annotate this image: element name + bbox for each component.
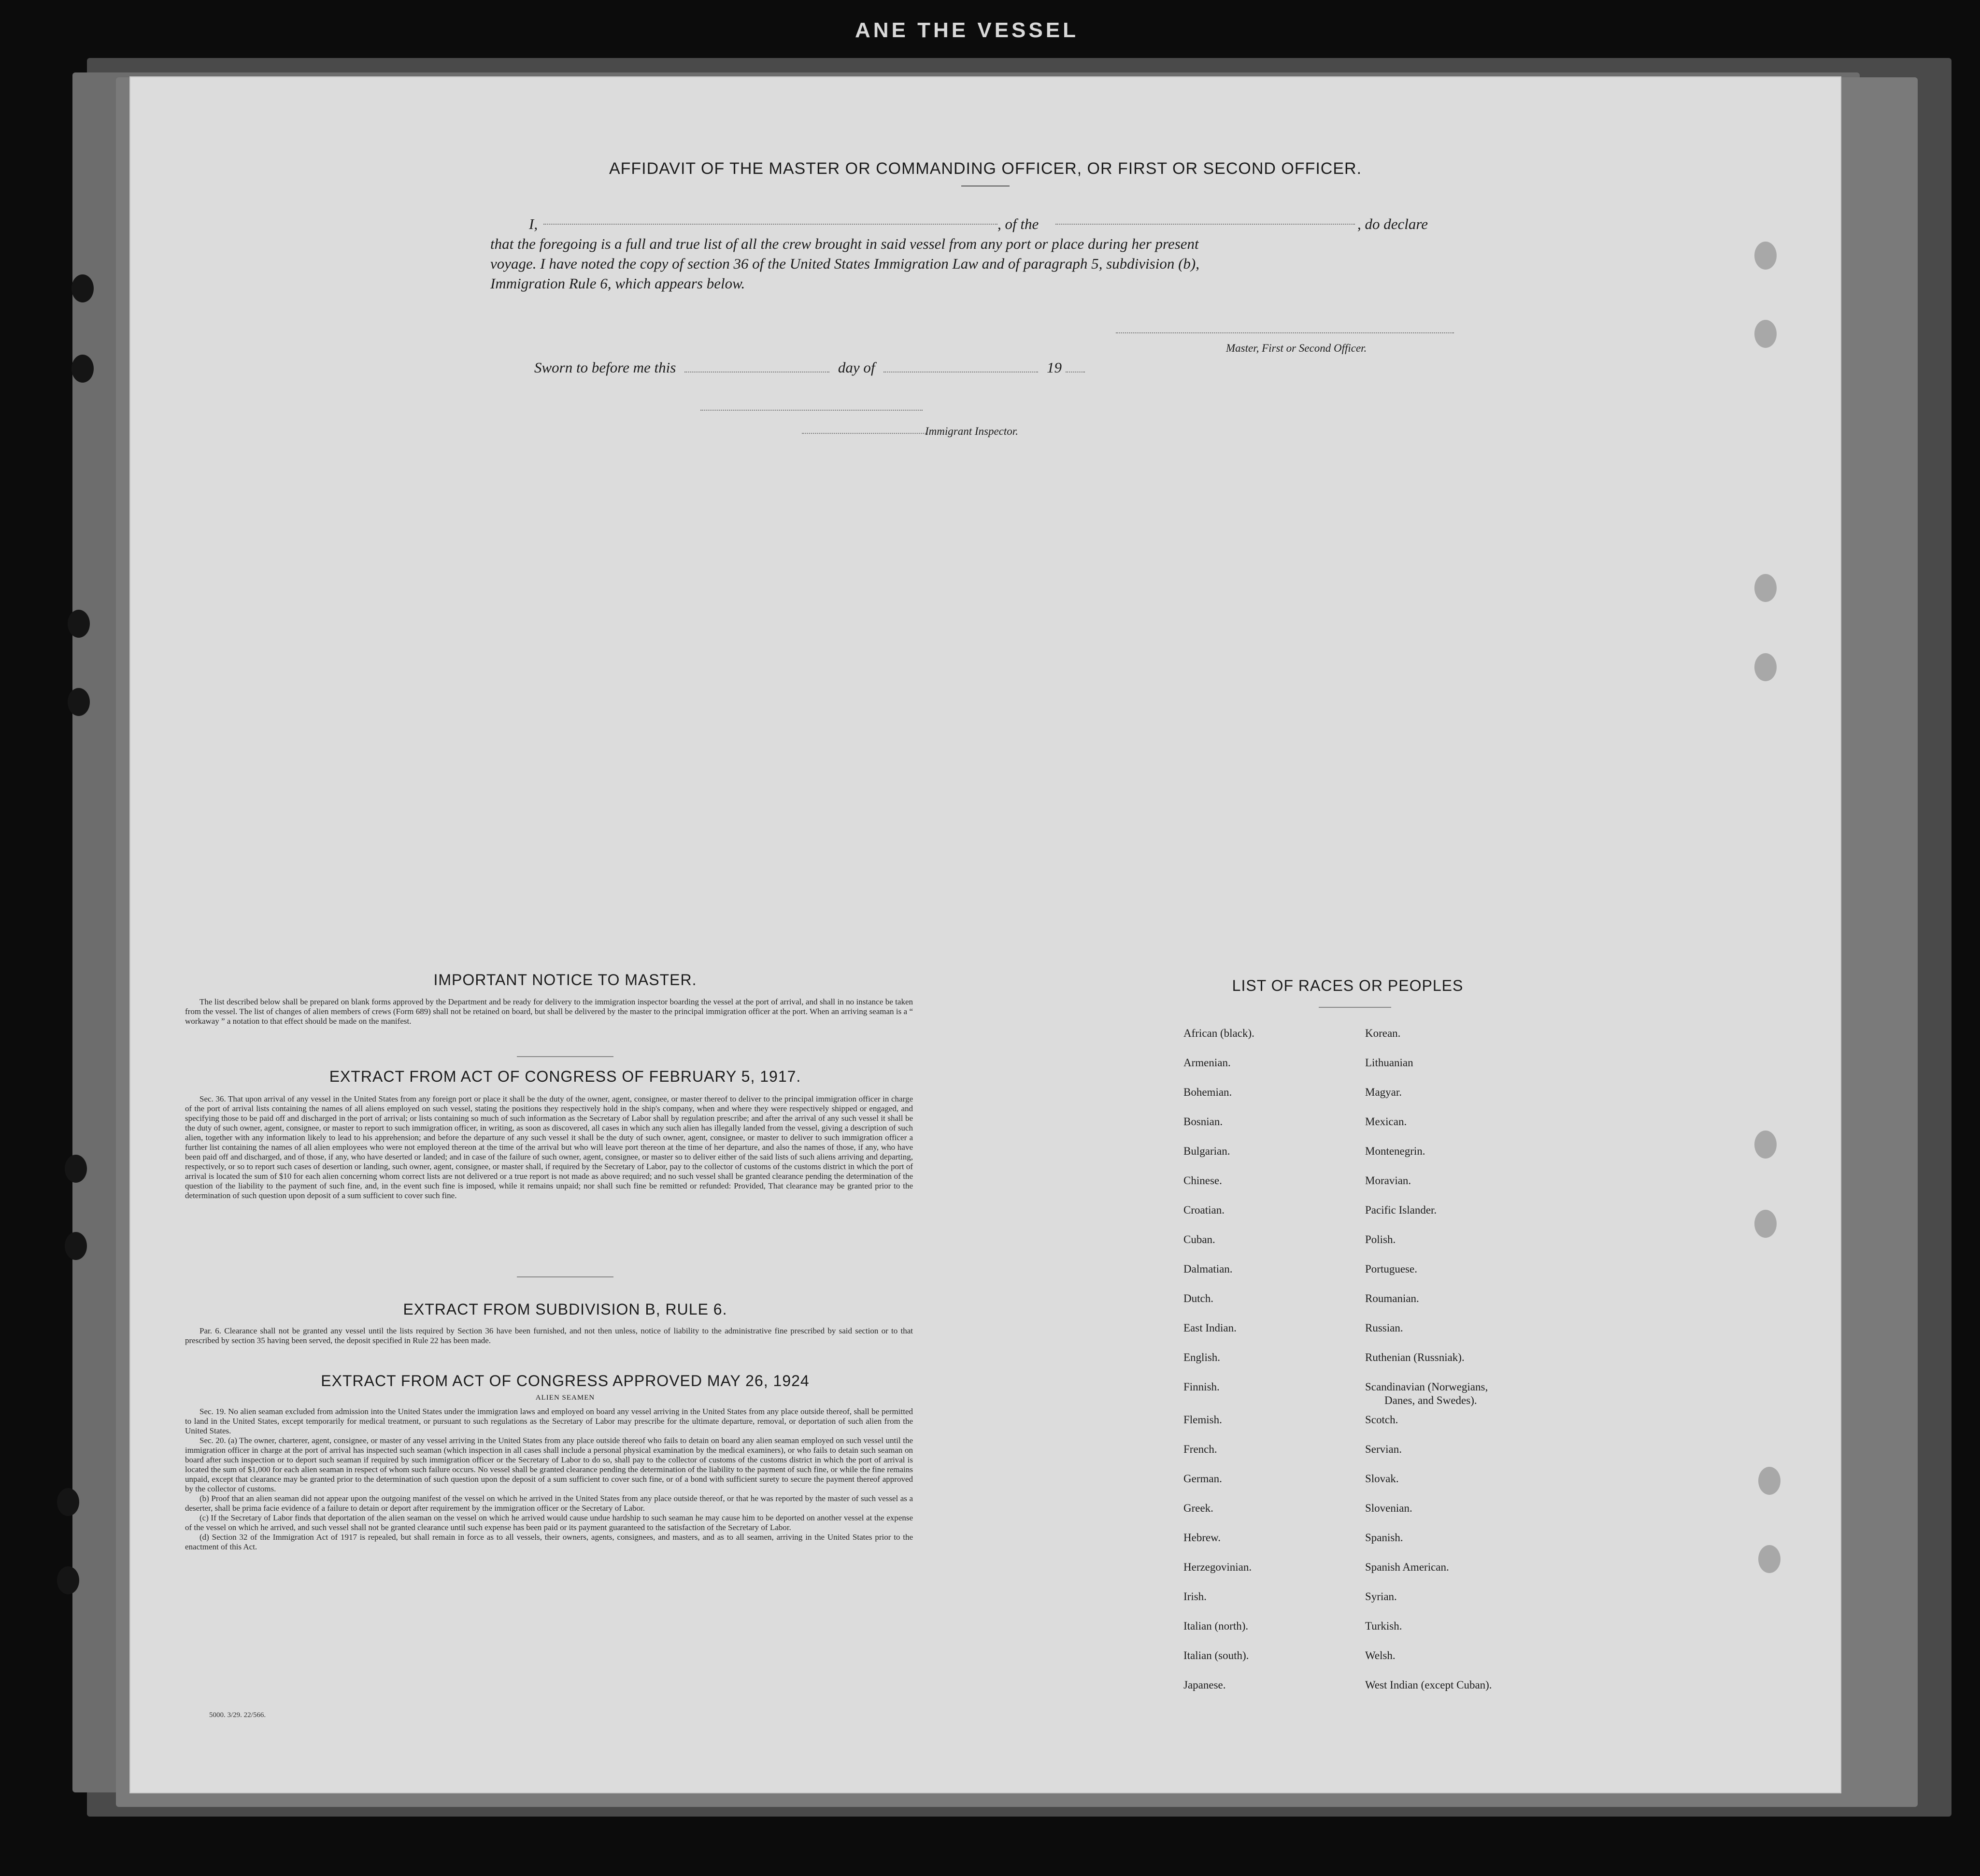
vessel-edge-label: ANE THE VESSEL [855, 18, 1079, 42]
race-item: Korean. [1365, 1027, 1401, 1039]
race-item: Bulgarian. [1183, 1145, 1230, 1157]
race-item: Flemish. [1183, 1414, 1222, 1426]
extract-1924-text [185, 1407, 913, 1552]
race-item: African (black). [1183, 1027, 1254, 1039]
race-item: Portuguese. [1365, 1263, 1417, 1275]
section-19-paragraph: Sec. 19. No alien seaman excluded from admission into the United States under the immigration laws and employed on board any vessel arriving in the United States from any place outside thereof, shall be permitted to land in the United States, except temporarily for medical treatment, or pursuant to such regulations as the Secretary of Labor may prescribe for the ultimate departure, removal, or deportation of such alien from the United States. [185, 1407, 913, 1435]
binder-hole [1754, 1210, 1777, 1238]
race-item: Herzegovinian. [1183, 1561, 1252, 1573]
race-item: Japanese. [1183, 1679, 1226, 1691]
affidavit-line-2: that the foregoing is a full and true list of all the crew brought in said vessel from any port or place during her present [490, 235, 1199, 252]
race-item: Russian. [1365, 1322, 1403, 1334]
extract-rule6-heading: EXTRACT FROM SUBDIVISION B, RULE 6. [403, 1301, 727, 1318]
section-36-paragraph: Sec. 36. That upon arrival of any vessel in the United States from any foreign port or place it shall be the duty of the owner, agent, consignee, or master thereof to deliver to the principal immigration officer in charge of the port of arrival lists containing the names of all aliens employed on such vessel, stating the positions they respectively hold in the ship's company, when and where they were respectively shipped or engaged, and specifying those to be paid off and discharged in the port of arrival; or lists containing so much of such information as the Secretary of Labor shall by regulation prescribe; and after the arrival of any such vessel it shall be the duty of such owner, agent, consignee, or master to report to such immigration officer, in writing, as soon as discovered, all cases in which any such alien has illegally landed from the vessel, giving a description of such alien, together with any information likely to lead to his apprehension; and before the departure of any such vessel it shall be the duty of such owner, agent, consignee, or master to deliver to such immigration officer a further list containing the names of all alien employees who were not employed thereon at the time of the arrival but who will leave port thereon at the time of her departure, and also the names of those, if any, who have been paid off and discharged, and of those, if any, who have deserted or landed; and in case of the failure of such owner, agent, consignee, or master so to deliver either of the said lists of such aliens arriving and departing, respectively, or so to report such cases of desertion or landing, such owner, agent, consignee, or master shall, if required by the Secretary of Labor, pay to the collector of customs of the customs district in which the port of arrival is located the sum of $10 for each alien concerning whom correct lists are not delivered or a true report is not made as above required; and no such vessel shall be granted clearance pending the determination of the question of the liability to the payment of such fine, and, in the event such fine is imposed, while it remains unpaid; nor shall such fine be remitted or refunded: Provided, That clearance may be granted prior to the determination of such question upon deposit of a sum sufficient to cover such fine. [185, 1094, 913, 1200]
race-item: Turkish. [1365, 1620, 1402, 1632]
race-item: Hebrew. [1183, 1532, 1221, 1544]
race-item: West Indian (except Cuban). [1365, 1679, 1492, 1691]
race-item: Syrian. [1365, 1590, 1397, 1603]
race-item: Danes, and Swedes). [1384, 1394, 1477, 1406]
race-item: Slovenian. [1365, 1502, 1412, 1514]
race-item: Armenian. [1183, 1057, 1231, 1069]
form-sheet [130, 77, 1840, 1792]
section-20d-paragraph: (d) Section 32 of the Immigration Act of 1917 is repealed, but shall remain in force as to all vessels, their owners, agents, consignees, and masters, and as to all seamen, arriving in the United States prior to the enactment of this Act. [185, 1532, 913, 1551]
binder-hole [65, 1232, 87, 1260]
binder-hole [1758, 1467, 1781, 1495]
race-item: Cuban. [1183, 1233, 1215, 1246]
race-item: Polish. [1365, 1233, 1396, 1246]
notice-paragraph: The list described below shall be prepared on blank forms approved by the Department and be ready for delivery to the immigration inspector boarding the vessel at the port of arrival, and shall in no instance be taken from the vessel. The list of changes of alien members of crews (Form 689) shall not be retained on board, but shall be delivered by the master to the principal immigration officer at the port. When an arriving seaman is a “ workaway ” a notation to that effect should be made on the manifest. [185, 997, 913, 1026]
race-item: Pacific Islander. [1365, 1204, 1437, 1216]
master-signature-line[interactable] [1116, 332, 1454, 333]
race-item: Mexican. [1365, 1116, 1407, 1128]
form-number: 5000. 3/29. 22/566. [209, 1711, 266, 1719]
officer-name-field[interactable] [543, 214, 997, 225]
divider [1319, 1007, 1391, 1008]
race-item: Magyar. [1365, 1086, 1402, 1098]
vessel-prefix: , of the [997, 215, 1039, 232]
binder-hole [1754, 653, 1777, 681]
race-item: French. [1183, 1443, 1217, 1455]
race-item: Montenegrin. [1365, 1145, 1425, 1157]
affidavit-text [490, 214, 1437, 293]
rule6-paragraph: Par. 6. Clearance shall not be granted any vessel until the lists required by Section 36 have been furnished, and not then unless, notice of liability to the administrative fine prescribed by said section or to that prescribed by section 35 having been served, the deposit specified in Rule 22 has been made. [185, 1326, 913, 1345]
race-item: Italian (south). [1183, 1649, 1249, 1661]
binder-hole [57, 1566, 79, 1594]
extract-1917-heading: EXTRACT FROM ACT OF CONGRESS OF FEBRUARY 5, 1917. [329, 1068, 801, 1085]
notice-heading: IMPORTANT NOTICE TO MASTER. [433, 971, 697, 988]
sworn-year-label: 19 [1046, 359, 1062, 376]
race-item: Roumanian. [1365, 1292, 1419, 1304]
race-item: Bohemian. [1183, 1086, 1232, 1098]
race-item: Slovak. [1365, 1473, 1399, 1485]
divider [517, 1056, 613, 1057]
binder-hole [1754, 574, 1777, 602]
race-item: Finnish. [1183, 1381, 1220, 1393]
master-signature-caption: Master, First or Second Officer. [1226, 342, 1367, 354]
race-item: Scandinavian (Norwegians, [1365, 1381, 1488, 1393]
race-item: Spanish. [1365, 1532, 1403, 1544]
race-item: Spanish American. [1365, 1561, 1449, 1573]
race-item: Greek. [1183, 1502, 1213, 1514]
sworn-prefix: Sworn to before me this [534, 359, 676, 376]
race-item: Servian. [1365, 1443, 1402, 1455]
extract-1924-heading: EXTRACT FROM ACT OF CONGRESS APPROVED MAY 26, 1924 [321, 1372, 810, 1389]
races-heading: LIST OF RACES OR PEOPLES [1232, 977, 1464, 994]
alien-seamen-caption: ALIEN SEAMEN [535, 1394, 595, 1402]
inspector-signature-line-2[interactable] [802, 433, 927, 434]
sworn-day-label: day of [838, 359, 875, 376]
section-20a-paragraph: Sec. 20. (a) The owner, charterer, agent, consignee, or master of any vessel arriving in the United States from any place outside thereof who fails to detain on board any alien seaman employed on such vessel until the immigration officer in charge at the port of arrival has inspected such seaman (which inspection in all cases shall include a personal physical examination by the medical examiners), or who fails to detain such seaman on board after such inspection or to deport such seaman if required by such immigration officer or the Secretary of Labor to do so, shall pay to the collector of customs of the customs district in which the port of arrival is located the sum of $1,000 for each alien seaman in respect of whom such failure occurs. No vessel shall be granted clearance pending the determination of the liability to the payment of such fine, or while the fine remains unpaid, except that clearance may be granted prior to the determination of such question upon the deposit of a sum sufficient to cover such fine, or of a bond with sufficient surety to secure the payment thereof approved by the collector of customs. [185, 1436, 913, 1493]
sworn-day-field[interactable] [684, 362, 829, 372]
binder-hole [57, 1488, 79, 1516]
sworn-year-field[interactable] [1066, 362, 1085, 372]
race-item: Dutch. [1183, 1292, 1213, 1304]
race-item: Dalmatian. [1183, 1263, 1233, 1275]
vessel-name-field[interactable] [1055, 214, 1355, 225]
race-item: Welsh. [1365, 1649, 1396, 1661]
affidavit-line-3: voyage. I have noted the copy of section 36 of the United States Immigration Law and of paragraph 5, subdivision (b), [490, 255, 1199, 272]
declare-suffix: , do declare [1357, 215, 1428, 232]
notice-text [185, 997, 913, 1026]
race-item: Italian (north). [1183, 1620, 1249, 1632]
race-item: Ruthenian (Russniak). [1365, 1351, 1465, 1363]
race-item: Chinese. [1183, 1174, 1222, 1187]
inspector-caption: Immigrant Inspector. [925, 425, 1018, 437]
binder-hole [1754, 320, 1777, 348]
race-item: East Indian. [1183, 1322, 1237, 1334]
binder-hole [65, 1155, 87, 1183]
binder-hole [71, 355, 94, 383]
race-item: Croatian. [1183, 1204, 1225, 1216]
race-item: Bosnian. [1183, 1116, 1223, 1128]
declarant-prefix: I, [529, 215, 538, 232]
affidavit-line-4: Immigration Rule 6, which appears below. [490, 275, 745, 292]
race-item: German. [1183, 1473, 1222, 1485]
binder-hole [68, 610, 90, 638]
sworn-month-field[interactable] [883, 362, 1038, 372]
extract-rule6-text [185, 1326, 913, 1346]
binder-hole [1754, 1131, 1777, 1159]
inspector-signature-line[interactable] [700, 410, 923, 411]
binder-hole [71, 274, 94, 302]
binder-hole [68, 688, 90, 716]
extract-1917-text [185, 1094, 913, 1201]
binder-hole [1754, 242, 1777, 270]
affidavit-title: AFFIDAVIT OF THE MASTER OR COMMANDING OFFICER, OR FIRST OR SECOND OFFICER. [609, 159, 1362, 178]
race-item: Irish. [1183, 1590, 1207, 1603]
sworn-statement [534, 359, 1085, 376]
race-item: Lithuanian [1365, 1057, 1413, 1069]
section-20c-paragraph: (c) If the Secretary of Labor finds that deportation of the alien seaman on the vessel on which he arrived would cause undue hardship to such seaman he may cause him to be deported on another vessel at the expense of the vessel on which he arrived, and such vessel shall not be granted clearance until such expense has been paid or its payment guaranteed to the satisfaction of the Secretary of Labor. [185, 1513, 913, 1532]
section-20b-paragraph: (b) Proof that an alien seaman did not appear upon the outgoing manifest of the vessel on which he arrived in the United States from any place outside thereof, or that he was reported by the master of such vessel as a deserter, shall be prima facie evidence of a failure to detain or deport after requirement by the immigration officer or the Secretary of Labor. [185, 1494, 913, 1513]
race-item: Scotch. [1365, 1414, 1398, 1426]
binder-hole [1758, 1545, 1781, 1573]
divider [517, 1276, 613, 1277]
race-item: English. [1183, 1351, 1221, 1363]
race-item: Moravian. [1365, 1174, 1411, 1187]
